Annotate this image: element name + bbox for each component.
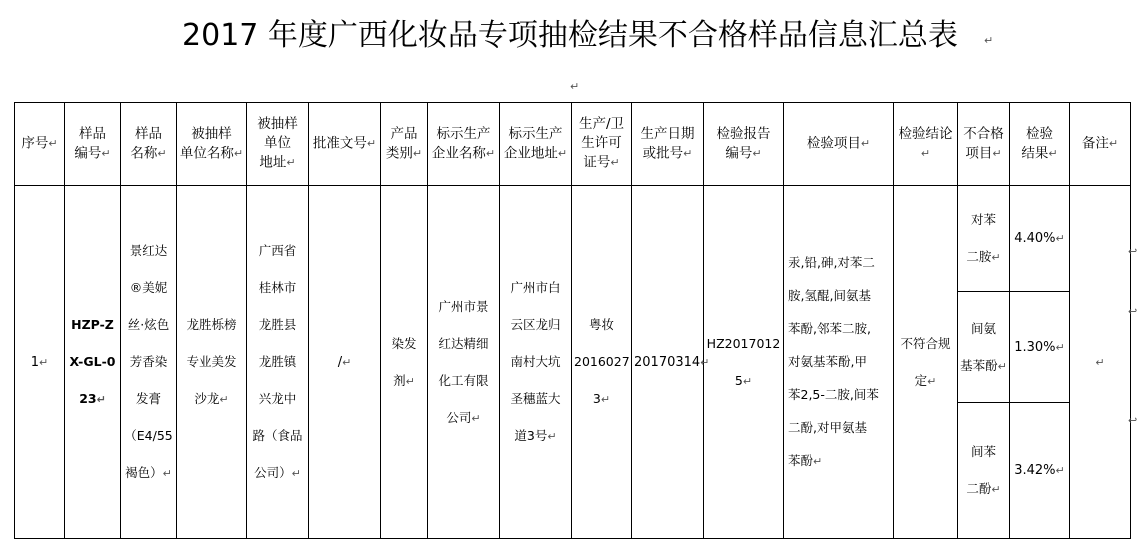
cell-line: 公司） [254, 465, 292, 480]
cell-line: 专业美发 [186, 354, 237, 369]
cell-line: 剂 [393, 372, 406, 388]
page-title [0, 14, 1140, 58]
cell-producer-address [500, 186, 572, 539]
header-cell [309, 103, 381, 186]
header-line: 名称 [130, 145, 158, 162]
header-line: 地址 [259, 154, 287, 171]
cell-line: 沙龙 [194, 391, 220, 406]
paragraph-mark-icon: ↵ [992, 146, 1002, 160]
paragraph-mark-icon: ↵ [219, 393, 229, 406]
header-line: 类别 [385, 145, 413, 162]
cell-report-no [704, 186, 784, 539]
header-cell [428, 103, 500, 186]
cell-line: X-GL-0 [69, 354, 116, 369]
header-line: 编号 [74, 145, 102, 162]
header-line: 检验结论 [898, 125, 953, 142]
header-line: 或批号 [642, 145, 684, 162]
paragraph-mark-icon: ↵ [405, 374, 415, 388]
header-line: 样品 [135, 125, 162, 142]
cell-line: 广州市景 [438, 298, 489, 314]
cell-remark: ↵ [1070, 186, 1131, 539]
paragraph-mark-icon: ↵ [233, 146, 244, 160]
header-cell [1070, 103, 1131, 186]
header-line: 企业名称 [431, 145, 486, 162]
header-line: 不合格 [963, 125, 1004, 142]
header-line: 产品 [390, 125, 418, 142]
cell-line: 芳香染 [129, 354, 168, 369]
header-line: 单位 [264, 135, 291, 152]
cell-line: 定 [914, 372, 928, 388]
paragraph-mark-icon: ↵ [570, 80, 580, 93]
cell-index: 1↵ [15, 186, 65, 539]
cell-result-2: 1.30%↵ [1010, 292, 1070, 403]
cell-test-items [784, 186, 894, 539]
cell-line: 胺,氢醌,间氨基 [788, 288, 871, 303]
cell-line: 圣穗蓝大 [510, 391, 561, 406]
paragraph-mark-icon: ↵ [683, 146, 693, 160]
cell-line: 23 [79, 391, 97, 406]
header-cell [121, 103, 177, 186]
cell-line: 苯酚 [788, 453, 814, 468]
header-cell [65, 103, 121, 186]
cell-line: 对苯 [970, 212, 996, 227]
cell-batch: 20170314↵ [632, 186, 704, 539]
cell-line: 化工有限 [438, 372, 489, 388]
cell-line: 不符合规 [900, 335, 951, 351]
cell-line: 桂林市 [258, 280, 297, 295]
paragraph-mark-icon: ↵ [547, 430, 557, 443]
cell-line: 间苯 [970, 444, 996, 459]
paragraph-mark-icon: ↵ [96, 393, 106, 406]
header-cell [958, 103, 1010, 186]
cell-line: 苯酚,邻苯二胺, [788, 321, 871, 336]
cell-result-3: 3.42%↵ [1010, 403, 1070, 539]
cell-sampled-unit [177, 186, 247, 539]
paragraph-mark-icon: ↵ [157, 146, 167, 160]
paragraph-mark-icon: ↵ [366, 137, 377, 151]
cell-license [572, 186, 632, 539]
cell-sample-no [65, 186, 121, 539]
paragraph-mark-icon: ↵ [991, 483, 1001, 496]
paragraph-mark-icon: ↵ [557, 146, 568, 160]
cell-line: 二酚,对甲氨基 [788, 420, 867, 435]
header-line: 生产/卫 [578, 116, 625, 133]
paragraph-mark-icon: ↵ [997, 359, 1007, 373]
header-cell [632, 103, 704, 186]
cell-line: ®美妮 [129, 280, 168, 295]
cell-line: 路（食品 [252, 428, 303, 443]
cell-failed-item-2 [958, 292, 1010, 403]
header-line: 备注 [1081, 135, 1109, 152]
header-line: 结果 [1021, 145, 1049, 162]
cell-sample-name [121, 186, 177, 539]
cell-line: 间氨 [970, 320, 996, 336]
header-cell [704, 103, 784, 186]
header-cell [1010, 103, 1070, 186]
header-cell [15, 103, 65, 186]
end-of-row-mark-icon: ↩ [1128, 305, 1138, 318]
paragraph-mark-icon: ↵ [162, 467, 172, 480]
cell-failed-item-3 [958, 403, 1010, 539]
cell-line: 发膏 [135, 391, 161, 406]
header-cell [177, 103, 247, 186]
cell-line: 景红达 [129, 243, 168, 258]
header-line: 生许可 [581, 135, 622, 152]
paragraph-mark-icon: ↵ [101, 146, 111, 160]
cell-line: 红达精细 [438, 335, 489, 351]
header-cell [894, 103, 958, 186]
cell-line: 染发 [391, 335, 417, 351]
header-cell [784, 103, 894, 186]
header-line: 证号 [583, 154, 611, 171]
cell-line: HZP-Z [71, 317, 114, 332]
cell-approval-no: /↵ [309, 186, 381, 539]
title-text: 2017 年度广西化妆品专项抽检结果不合格样品信息汇总表 [182, 18, 958, 53]
header-line: 标示生产 [508, 125, 563, 142]
cell-line: 兴龙中 [258, 391, 297, 406]
end-of-row-mark-icon: ↩ [1128, 245, 1138, 258]
paragraph-mark-icon: ↵ [1108, 137, 1119, 151]
header-line: 企业地址 [503, 145, 558, 162]
cell-producer [428, 186, 500, 539]
cell-sampled-address [247, 186, 309, 539]
cell-line: 二酚 [966, 481, 992, 496]
failed-samples-table [14, 102, 1131, 539]
paragraph-mark-icon: ↵ [927, 374, 937, 388]
cell-line: 汞,铅,砷,对苯二 [788, 255, 875, 270]
cell-result-1: 4.40%↵ [1010, 186, 1070, 292]
cell-line: 2016027 [574, 354, 630, 369]
paragraph-mark-icon: ↵ [752, 146, 762, 160]
cell-line: 龙胜栎榜 [186, 317, 237, 332]
cell-line: 道3号 [514, 428, 548, 443]
cell-line: 广州市白 [510, 280, 561, 295]
cell-conclusion [894, 186, 958, 539]
header-line: 样品 [79, 125, 106, 142]
cell-line: 南村大坑 [510, 354, 561, 369]
cell-line: 公司 [446, 409, 472, 425]
header-line: 检验项目 [806, 135, 861, 152]
table-row [15, 186, 1131, 292]
paragraph-mark-icon: ↵ [920, 146, 931, 160]
paragraph-mark-icon: ↵ [600, 393, 611, 406]
paragraph-mark-icon: ↵ [291, 467, 301, 480]
header-line: 被抽样 [257, 116, 298, 133]
cell-line: （E4/55 [124, 428, 173, 443]
header-line: 标示生产 [436, 125, 491, 142]
cell-line: 龙胜县 [258, 317, 297, 332]
cell-line: 云区龙归 [510, 317, 561, 332]
cell-line: 3 [592, 391, 601, 406]
header-cell [247, 103, 309, 186]
paragraph-mark-icon: ↵ [984, 34, 994, 47]
cell-line: 基苯酚 [960, 357, 998, 373]
cell-line: 苯2,5-二胺,间苯 [788, 387, 879, 402]
cell-category [381, 186, 428, 539]
paragraph-mark-icon: ↵ [471, 411, 481, 425]
header-line: 被抽样 [191, 125, 232, 142]
header-line: 项目 [965, 145, 993, 162]
paragraph-mark-icon: ↵ [412, 146, 423, 160]
cell-line: 粤妆 [588, 317, 614, 332]
paragraph-mark-icon: ↵ [610, 156, 620, 170]
header-line: 单位名称 [179, 145, 234, 162]
header-row [15, 103, 1131, 186]
paragraph-mark-icon: ↵ [48, 137, 58, 151]
header-cell [500, 103, 572, 186]
cell-failed-item-1 [958, 186, 1010, 292]
header-line: 检验报告 [716, 125, 771, 142]
cell-line: 丝·炫色 [127, 317, 170, 332]
cell-line: 广西省 [258, 243, 297, 258]
paragraph-mark-icon: ↵ [1048, 146, 1058, 160]
cell-line: 对氨基苯酚,甲 [788, 354, 867, 369]
paragraph-mark-icon: ↵ [991, 251, 1001, 264]
header-line: 检验 [1026, 125, 1053, 142]
cell-line: 龙胜镇 [258, 354, 297, 369]
cell-line: 5 [734, 372, 743, 388]
paragraph-mark-icon: ↵ [742, 374, 753, 388]
cell-line: 褐色） [125, 465, 163, 480]
cell-line: HZ2017012 [706, 335, 781, 351]
end-of-row-mark-icon: ↩ [1128, 414, 1138, 427]
paragraph-mark-icon: ↵ [485, 146, 496, 160]
header-line: 批准文号 [312, 135, 367, 152]
paragraph-mark-icon: ↵ [860, 137, 871, 151]
header-line: 序号 [21, 135, 49, 152]
header-cell [572, 103, 632, 186]
paragraph-mark-icon: ↵ [286, 156, 296, 170]
header-cell [381, 103, 428, 186]
paragraph-mark-icon: ↵ [813, 455, 823, 468]
header-line: 编号 [725, 145, 753, 162]
header-line: 生产日期 [640, 125, 695, 142]
cell-line: 二胺 [966, 249, 992, 264]
